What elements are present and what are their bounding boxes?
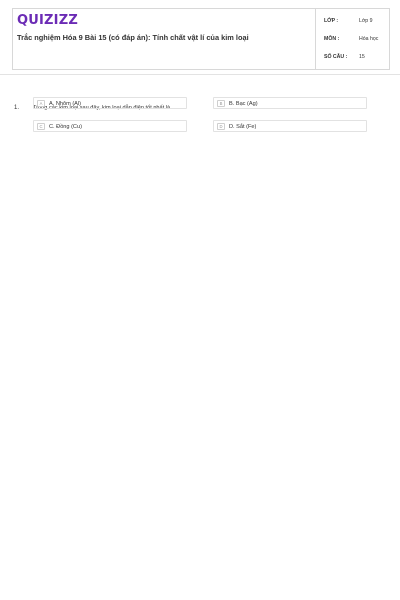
meta-label: LỚP : xyxy=(324,18,339,24)
option-text: A. Nhôm (Al) xyxy=(49,100,82,107)
meta-value: Lớp 9 xyxy=(359,18,373,24)
option-key: A xyxy=(37,100,45,107)
meta-value: Hóa học xyxy=(359,36,379,42)
meta-label: SỐ CÂU : xyxy=(324,54,348,60)
meta-value: 15 xyxy=(359,54,365,60)
question-text: Trong các kim loại sau đây, kim loại dẫn điện tốt nhất là xyxy=(33,105,171,111)
worksheet-title: Trắc nghiệm Hóa 9 Bài 15 (có đáp án): Tính chất vật lí của kim loại xyxy=(17,33,249,42)
option-key: D xyxy=(217,123,225,130)
worksheet-header xyxy=(12,8,390,70)
option-a[interactable] xyxy=(33,97,187,109)
question-number: 1. xyxy=(14,105,20,111)
header-divider xyxy=(0,74,400,75)
meta-label: MÔN : xyxy=(324,36,340,42)
option-c[interactable] xyxy=(33,120,187,132)
option-key: C xyxy=(37,123,45,130)
option-d[interactable] xyxy=(213,120,367,132)
option-b[interactable] xyxy=(213,97,367,109)
option-text: B. Bạc (Ag) xyxy=(229,100,258,107)
meta-panel xyxy=(315,9,392,69)
option-text: D. Sắt (Fe) xyxy=(229,123,257,130)
option-text: C. Đồng (Cu) xyxy=(49,123,82,130)
quizizz-logo: QUIZIZZ xyxy=(17,13,78,28)
option-key: B xyxy=(217,100,225,107)
